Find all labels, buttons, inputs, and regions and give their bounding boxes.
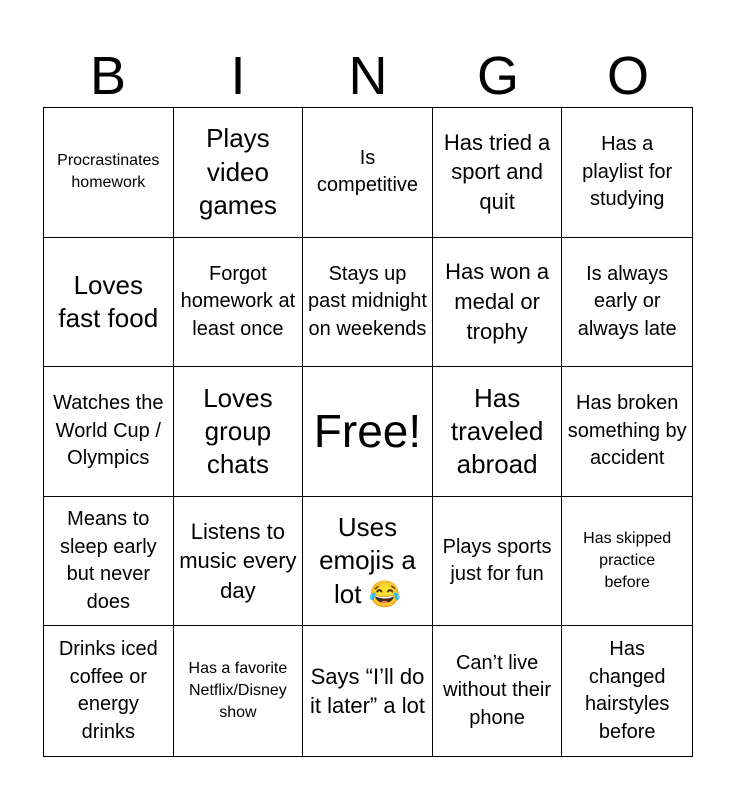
bingo-cell-11[interactable] <box>44 367 174 497</box>
cell-label: Forgot homework at least once <box>180 262 296 340</box>
bingo-header <box>43 40 693 108</box>
cell-label: Has a playlist for studying <box>582 132 673 211</box>
bingo-cell-8[interactable] <box>303 238 433 368</box>
cell-label: Means to sleep early but never does <box>59 507 157 613</box>
cell-label: Has tried a sport and quit <box>443 129 551 215</box>
cell-label: Plays video games <box>198 123 277 220</box>
cell-label: Has a favorite Netflix/Disney show <box>188 659 288 722</box>
bingo-cell-17[interactable] <box>174 497 304 627</box>
free-space-label: Free! <box>313 405 422 458</box>
bingo-cell-20[interactable] <box>562 497 692 627</box>
cell-label: Procrastinates homework <box>57 151 160 192</box>
cell-label: Uses emojis a lot 😂 <box>319 512 416 609</box>
bingo-cell-5[interactable] <box>562 108 692 238</box>
bingo-board <box>43 107 693 757</box>
bingo-cell-4[interactable] <box>433 108 563 238</box>
bingo-cell-15[interactable] <box>562 367 692 497</box>
cell-label: Stays up past midnight on weekends <box>308 262 427 340</box>
bingo-cell-2[interactable] <box>174 108 304 238</box>
cell-label: Loves group chats <box>203 382 273 480</box>
cell-label: Has skipped practice before <box>583 529 672 592</box>
bingo-cell-19[interactable] <box>433 497 563 627</box>
bingo-cell-6[interactable] <box>44 238 174 368</box>
cell-label: Has won a medal or trophy <box>445 259 550 344</box>
cell-label: Is always early or always late <box>577 262 677 340</box>
bingo-cell-14[interactable] <box>433 367 563 497</box>
bingo-cell-25[interactable] <box>562 626 692 756</box>
header-letter-n: N <box>348 46 388 106</box>
cell-label: Loves fast food <box>58 269 159 333</box>
bingo-cell-18[interactable] <box>303 497 433 627</box>
bingo-cell-23[interactable] <box>303 626 433 756</box>
bingo-cell-3[interactable] <box>303 108 433 238</box>
bingo-cell-10[interactable] <box>562 238 692 368</box>
header-letter-g: G <box>476 46 519 106</box>
cell-label: Has traveled abroad <box>450 382 544 480</box>
cell-label: Has changed hairstyles before <box>584 638 670 743</box>
bingo-cell-9[interactable] <box>433 238 563 368</box>
cell-label: Listens to music every day <box>179 518 297 603</box>
cell-label: Says “I’ll do it later” a lot <box>310 663 425 719</box>
header-letter-i: I <box>230 46 246 106</box>
bingo-cell-16[interactable] <box>44 497 174 627</box>
bingo-cell-free[interactable] <box>303 367 433 497</box>
bingo-cell-12[interactable] <box>174 367 304 497</box>
bingo-cell-7[interactable] <box>174 238 304 368</box>
bingo-cell-22[interactable] <box>174 626 304 756</box>
cell-label: Has broken something by accident <box>567 392 687 470</box>
bingo-cell-24[interactable] <box>433 626 563 756</box>
header-letter-b: B <box>89 46 127 106</box>
cell-label: Drinks iced coffee or energy drinks <box>58 638 158 743</box>
cell-label: Is competitive <box>316 146 419 197</box>
header-letter-o: O <box>606 46 649 106</box>
cell-label: Watches the World Cup / Olympics <box>53 392 164 470</box>
cell-label: Can’t live without their phone <box>443 651 552 729</box>
bingo-cell-1[interactable] <box>44 108 174 238</box>
cell-label: Plays sports just for fun <box>442 535 552 586</box>
bingo-cell-21[interactable] <box>44 626 174 756</box>
